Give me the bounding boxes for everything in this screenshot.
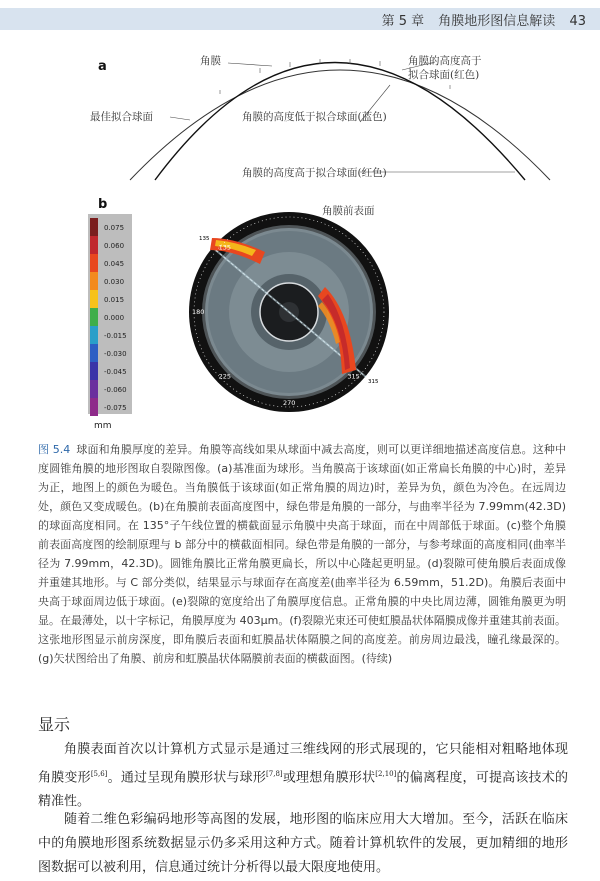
annotation-lower-blue: 角膜的高度低于拟合球面(蓝色) [242, 111, 387, 123]
citation-ref: [2,10] [375, 770, 397, 778]
color-swatch [90, 254, 98, 272]
figure-b-label: b [98, 197, 108, 212]
chapter-number: 第 5 章 [381, 14, 425, 29]
annotation-higher-line2: 拟合球面(红色) [408, 69, 480, 81]
figure-number: 图 5.4 [38, 443, 71, 456]
p1-text-b: 。通过呈现角膜形状与球形 [107, 770, 267, 786]
color-scale-tick: 0.030 [104, 278, 125, 286]
color-scale-tick: 0.075 [104, 224, 125, 232]
annotation-higher-red-bottom: 角膜的高度高于拟合球面(红色) [242, 167, 387, 179]
citation-ref: [5,6] [90, 770, 108, 778]
annotation-cornea: 角膜 [200, 55, 221, 67]
figure-a-label: a [98, 59, 107, 74]
color-scale-tick: -0.045 [104, 368, 127, 376]
color-scale-tick: -0.030 [104, 350, 127, 358]
svg-text:135: 135 [199, 236, 210, 242]
figure-b-topography [60, 192, 410, 454]
dial-degree-label: 225 [218, 372, 232, 381]
svg-text:315: 315 [368, 379, 379, 385]
header-text [372, 10, 586, 29]
annotation-anterior-surface: 角膜前表面 [322, 205, 375, 217]
best-fit-sphere-curve [130, 70, 550, 180]
p1-text-d: 的偏离程度，可提高该技术的精准性。 [38, 770, 568, 810]
color-scale-tick: 0.060 [104, 242, 125, 250]
annotation-higher-line1: 角膜的高度高于 [408, 55, 482, 67]
color-swatch [90, 326, 98, 344]
page-number: 43 [569, 14, 586, 29]
color-swatch [90, 380, 98, 398]
chapter-title: 角膜地形图信息解读 [438, 14, 556, 29]
color-swatch [90, 308, 98, 326]
page-header [0, 0, 600, 38]
dial-degree-label: 135 [218, 243, 232, 252]
eye-image [189, 212, 389, 412]
dial-degree-label: 270 [283, 399, 296, 407]
color-swatch [90, 290, 98, 308]
section-heading: 显示 [38, 715, 71, 734]
color-scale-tick: 0.000 [104, 314, 125, 322]
p1-text-a: 角膜表面首次以计算机方式显示是通过三维线网的形式展现的，它只能相对粗略地体现角膜变形 [38, 742, 568, 786]
color-swatch [90, 236, 98, 254]
color-scale-tick: -0.060 [104, 386, 127, 394]
dial-degree-label: 180 [192, 308, 205, 316]
body-paragraph-1 [38, 738, 568, 814]
color-swatch [90, 398, 98, 416]
color-swatch [90, 362, 98, 380]
color-scale-tick: -0.015 [104, 332, 127, 340]
color-scale-tick: -0.075 [104, 404, 127, 412]
citation-ref: [7,8] [266, 770, 283, 778]
body-paragraph-2: 随着二维色彩编码地形等高图的发展，地形图的临床应用大大增加。至今，活跃在临床中的角膜地形图系统数据显示仍多采用这种方式。随着计算机软件的发展，更加精细的地形图数据可以被利用，信息通过统计分析得以最大限度地使用。 [38, 812, 568, 875]
figure-a-diagram [60, 40, 580, 190]
color-scale-unit: mm [94, 421, 112, 431]
figure-caption [38, 440, 566, 668]
caption-text: 球面和角膜厚度的差异。角膜等高线如果从球面中减去高度，则可以更详细地描述高度信息。这种中度圆锥角膜的地形图取自裂隙图像。(a)基准面为球形。当角膜高于该球面(如正常扁长角膜的中心)时，差异为正，地图上的颜色为暖色。当角膜低于该球面(如正常角膜的周边)时，差异为负，颜色为冷色。在远周边处，颜色又变成暖色。(b)在角膜前表面高度图中，绿色带是角膜的一部分，与曲率半径为 7.99mm(42.3D)的球面高度相同。在 135°子午线位置的横截面显示角膜中央高于球面，而在中周部低于球面。(c)整个角膜前表面高度图的绘制原理与 b 部分中的横截面相同。绿色带是角膜的一部分，与参考球面的高度相同(曲率半径为 7.99mm，42.3D)。圆锥角膜比正常角膜更扁长，所以中心隆起更明显。(d)裂隙可使角膜后表面成像并重建其地形。与 C 部分类似，结果显示与球面存在高度差(曲率半径为 6.59mm，51.2D)。角膜后表面中央高于球面周边低于球面。(e)裂隙的宽度给出了角膜厚度信息。正常角膜的中央比周边薄，圆锥角膜更为明显。在最薄处，以十字标记，角膜厚度为 403μm。(f)裂隙光束还可使虹膜晶状体隔膜成像并重建其前表面。这张地形图显示前房深度，即角膜后表面和虹膜晶状体隔膜之间的高度差。前房周边最浅，瞳孔缘最深的。(g)矢状图给出了角膜、前房和虹膜晶状体隔膜前表面的横截面图。(待续) [38, 443, 567, 665]
color-scale-tick: 0.015 [104, 296, 125, 304]
color-scale-bar [88, 214, 132, 416]
color-swatch [90, 344, 98, 362]
dial-degree-label: 315 [347, 372, 360, 381]
color-swatch [90, 272, 98, 290]
annotation-best-fit-sphere: 最佳拟合球面 [90, 111, 153, 123]
color-swatch [90, 218, 98, 236]
p1-text-c: 或理想角膜形状 [282, 770, 376, 786]
color-scale-tick: 0.045 [104, 260, 125, 268]
